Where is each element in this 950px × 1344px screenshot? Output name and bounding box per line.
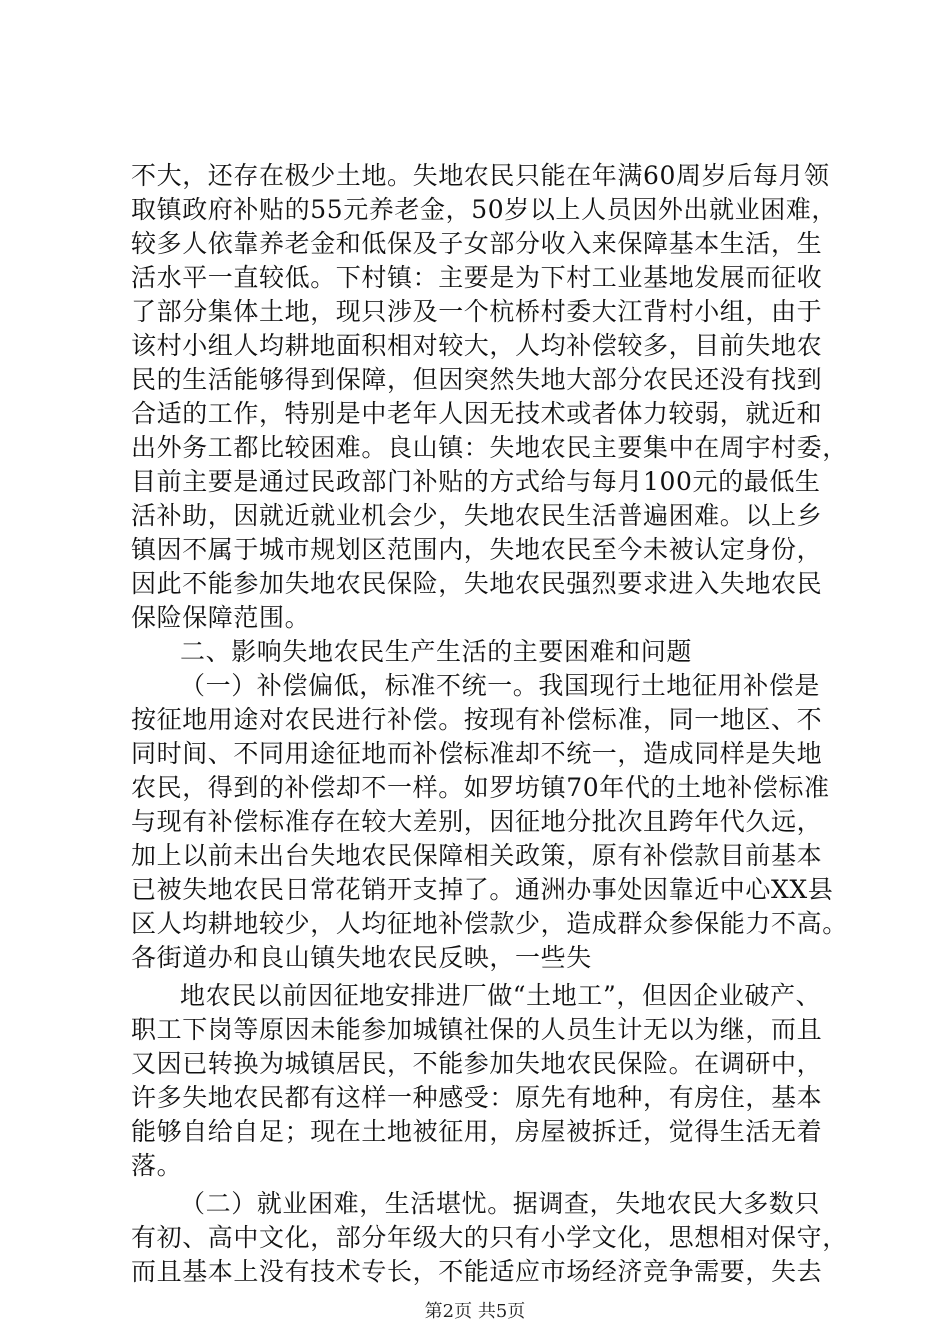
text-line: 不大，还存在极少土地。失地农民只能在年满60周岁后每月领 [131, 161, 830, 190]
text-line: 按征地用途对农民进行补偿。按现有补偿标准，同一地区、不 [131, 705, 823, 734]
text-line: 各街道办和良山镇失地农民反映，一些失 [131, 943, 592, 972]
text-line: 而且基本上没有技术专长，不能适应市场经济竞争需要，失去 [131, 1257, 823, 1286]
text-line: 较多人依靠养老金和低保及子女部分收入来保障基本生活，生 [131, 229, 823, 258]
text-line: 有初、高中文化，部分年级大的只有小学文化，思想相对保守， [131, 1223, 848, 1252]
text-line: 地农民以前因征地安排进厂做“土地工”，但因企业破产、 [180, 981, 822, 1010]
section-heading: 二、影响失地农民生产生活的主要困难和问题 [180, 637, 693, 666]
text-line: 同时间、不同用途征地而补偿标准却不统一，造成同样是失地 [131, 739, 823, 768]
text-line: 加上以前未出台失地农民保障相关政策，原有补偿款目前基本 [131, 841, 823, 870]
text-line: 能够自给自足；现在土地被征用，房屋被拆迁，觉得生活无着 [131, 1117, 823, 1146]
text-line: 合适的工作，特别是中老年人因无技术或者体力较弱，就近和 [131, 399, 823, 428]
text-line: 区人均耕地较少，人均征地补偿款少，造成群众参保能力不高。 [131, 909, 848, 938]
text-line: 活水平一直较低。下村镇：主要是为下村工业基地发展而征收 [131, 263, 823, 292]
subsection-heading: （一）补偿偏低，标准不统一。我国现行土地征用补偿是 [180, 671, 821, 700]
text-line: 了部分集体土地，现只涉及一个杭桥村委大江背村小组，由于 [131, 297, 823, 326]
text-line: 镇因不属于城市规划区范围内，失地农民至今未被认定身份， [131, 535, 823, 564]
text-line: 许多失地农民都有这样一种感受：原先有地种，有房住，基本 [131, 1083, 823, 1112]
text-line: 与现有补偿标准存在较大差别，因征地分批次且跨年代久远， [131, 807, 823, 836]
text-line: 又因已转换为城镇居民，不能参加失地农民保险。在调研中， [131, 1049, 823, 1078]
text-line: 已被失地农民日常花销开支掉了。通洲办事处因靠近中心XX县 [131, 875, 834, 904]
text-line: 出外务工都比较困难。良山镇：失地农民主要集中在周宇村委， [131, 433, 848, 462]
text-line: 农民，得到的补偿却不一样。如罗坊镇70年代的土地补偿标准 [131, 773, 830, 802]
subsection-heading: （二）就业困难，生活堪忧。据调查，失地农民大多数只 [180, 1189, 821, 1218]
text-line: 落。 [131, 1151, 183, 1180]
text-line: 该村小组人均耕地面积相对较大，人均补偿较多，目前失地农 [131, 331, 823, 360]
text-line: 职工下岗等原因未能参加城镇社保的人员生计无以为继，而且 [131, 1015, 823, 1044]
text-line: 因此不能参加失地农民保险，失地农民强烈要求进入失地农民 [131, 569, 823, 598]
text-line: 民的生活能够得到保障，但因突然失地大部分农民还没有找到 [131, 365, 823, 394]
page-footer: 第2页 共5页 [424, 1301, 526, 1322]
text-line: 活补助，因就近就业机会少，失地农民生活普遍困难。以上乡 [131, 501, 823, 530]
text-line: 目前主要是通过民政部门补贴的方式给与每月100元的最低生 [131, 467, 821, 496]
text-line: 取镇政府补贴的55元养老金，50岁以上人员因外出就业困难， [131, 195, 838, 224]
text-line: 保险保障范围。 [131, 603, 311, 632]
